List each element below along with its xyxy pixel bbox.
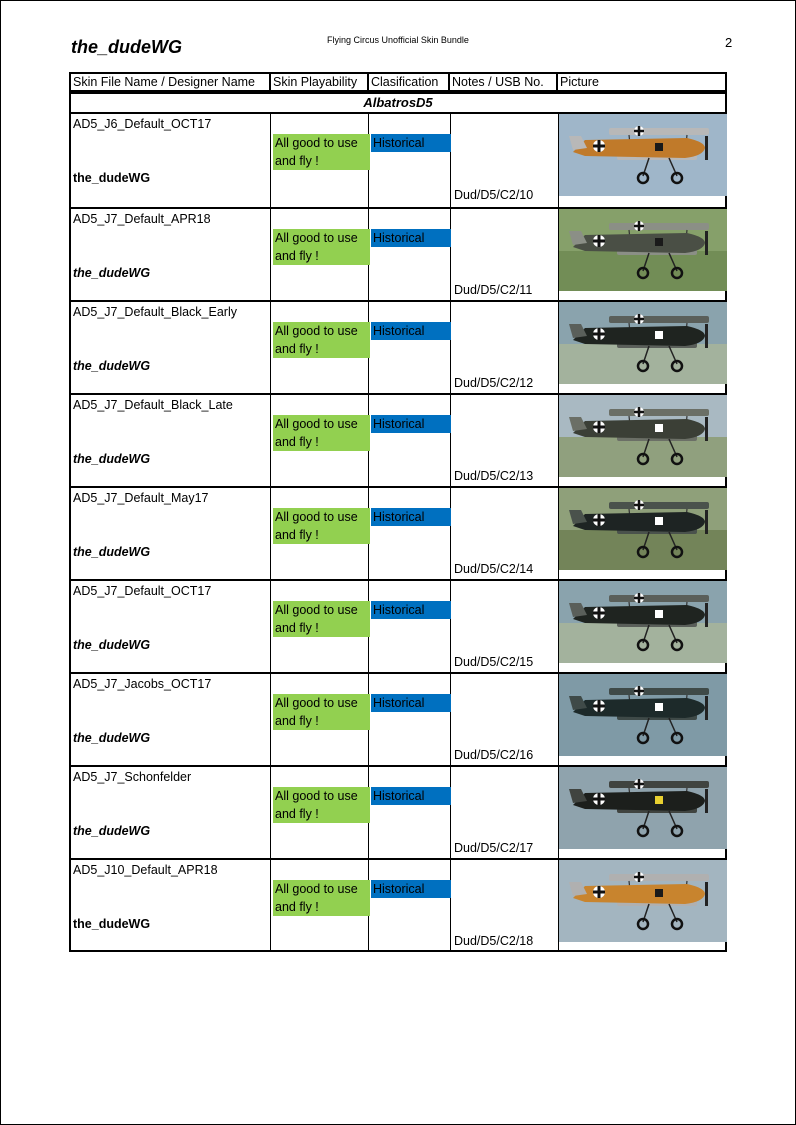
aircraft-photo bbox=[559, 302, 727, 384]
skin-file-name: AD5_J10_Default_APR18 bbox=[73, 863, 218, 877]
playability-cell: All good to use and fly ! bbox=[273, 880, 370, 916]
usb-number: Dud/D5/C2/12 bbox=[454, 376, 534, 390]
classification-cell: Historical bbox=[371, 787, 451, 805]
aircraft-photo bbox=[559, 674, 727, 756]
table-body bbox=[69, 114, 727, 952]
usb-number: Dud/D5/C2/16 bbox=[454, 748, 534, 762]
column-divider bbox=[450, 209, 451, 300]
usb-number: Dud/D5/C2/13 bbox=[454, 469, 534, 483]
column-header-notes: Notes / USB No. bbox=[448, 72, 558, 92]
playability-cell: All good to use and fly ! bbox=[273, 508, 370, 544]
table-row bbox=[71, 300, 725, 393]
playability-cell: All good to use and fly ! bbox=[273, 694, 370, 730]
aircraft-photo bbox=[559, 114, 727, 196]
document-author: the_dudeWG bbox=[71, 37, 182, 57]
aircraft-photo bbox=[559, 860, 727, 942]
skin-file-name: AD5_J7_Default_May17 bbox=[73, 491, 209, 505]
playability-cell: All good to use and fly ! bbox=[273, 322, 370, 358]
usb-number: Dud/D5/C2/10 bbox=[454, 188, 534, 202]
table-row bbox=[71, 114, 725, 207]
designer-name: the_dudeWG bbox=[73, 824, 151, 838]
column-header-classification: Clasification bbox=[367, 72, 450, 92]
table-row bbox=[71, 486, 725, 579]
skin-file-name: AD5_J7_Jacobs_OCT17 bbox=[73, 677, 212, 691]
usb-number: Dud/D5/C2/15 bbox=[454, 655, 534, 669]
skin-file-name: AD5_J7_Default_Black_Early bbox=[73, 305, 237, 319]
aircraft-photo bbox=[559, 209, 727, 291]
playability-cell: All good to use and fly ! bbox=[273, 415, 370, 451]
column-divider bbox=[450, 395, 451, 486]
column-divider bbox=[270, 674, 271, 765]
classification-cell: Historical bbox=[371, 322, 451, 340]
playability-cell: All good to use and fly ! bbox=[273, 229, 370, 265]
table-row bbox=[71, 207, 725, 300]
document-title: Flying Circus Unofficial Skin Bundle bbox=[327, 35, 469, 45]
column-divider bbox=[450, 860, 451, 951]
usb-number: Dud/D5/C2/18 bbox=[454, 934, 534, 948]
playability-cell: All good to use and fly ! bbox=[273, 787, 370, 823]
designer-name: the_dudeWG bbox=[73, 638, 151, 652]
aircraft-photo bbox=[559, 488, 727, 570]
group-header: AlbatrosD5 bbox=[69, 92, 727, 114]
column-divider bbox=[270, 114, 271, 207]
skin-file-name: AD5_J7_Default_OCT17 bbox=[73, 584, 212, 598]
column-divider bbox=[450, 581, 451, 672]
usb-number: Dud/D5/C2/14 bbox=[454, 562, 534, 576]
usb-number: Dud/D5/C2/11 bbox=[454, 283, 533, 297]
column-divider bbox=[450, 767, 451, 858]
column-divider bbox=[270, 395, 271, 486]
classification-cell: Historical bbox=[371, 415, 451, 433]
column-divider bbox=[450, 674, 451, 765]
skin-file-name: AD5_J7_Default_Black_Late bbox=[73, 398, 233, 412]
designer-name: the_dudeWG bbox=[73, 452, 151, 466]
skin-table bbox=[69, 72, 727, 952]
classification-cell: Historical bbox=[371, 694, 451, 712]
column-header-picture: Picture bbox=[556, 72, 727, 92]
column-divider bbox=[270, 860, 271, 951]
column-divider bbox=[270, 488, 271, 579]
table-row bbox=[71, 579, 725, 672]
playability-cell: All good to use and fly ! bbox=[273, 601, 370, 637]
page-number: 2 bbox=[725, 35, 733, 50]
designer-name: the_dudeWG bbox=[73, 359, 151, 373]
column-divider bbox=[270, 302, 271, 393]
skin-file-name: AD5_J6_Default_OCT17 bbox=[73, 117, 212, 131]
classification-cell: Historical bbox=[371, 880, 451, 898]
skin-file-name: AD5_J7_Default_APR18 bbox=[73, 212, 211, 226]
designer-name: the_dudeWG bbox=[73, 171, 151, 185]
designer-name: the_dudeWG bbox=[73, 266, 151, 280]
playability-cell: All good to use and fly ! bbox=[273, 134, 370, 170]
column-divider bbox=[270, 209, 271, 300]
column-divider bbox=[270, 767, 271, 858]
classification-cell: Historical bbox=[371, 134, 451, 152]
aircraft-photo bbox=[559, 395, 727, 477]
skin-file-name: AD5_J7_Schonfelder bbox=[73, 770, 192, 784]
table-row bbox=[71, 672, 725, 765]
column-header-playability: Skin Playability bbox=[269, 72, 369, 92]
aircraft-photo bbox=[559, 581, 727, 663]
table-row bbox=[71, 393, 725, 486]
classification-cell: Historical bbox=[371, 601, 451, 619]
aircraft-photo bbox=[559, 767, 727, 849]
usb-number: Dud/D5/C2/17 bbox=[454, 841, 534, 855]
designer-name: the_dudeWG bbox=[73, 545, 151, 559]
table-row bbox=[71, 858, 725, 951]
column-header-file: Skin File Name / Designer Name bbox=[69, 72, 271, 92]
column-divider bbox=[450, 114, 451, 207]
designer-name: the_dudeWG bbox=[73, 731, 151, 745]
column-divider bbox=[450, 488, 451, 579]
classification-cell: Historical bbox=[371, 229, 451, 247]
classification-cell: Historical bbox=[371, 508, 451, 526]
designer-name: the_dudeWG bbox=[73, 917, 151, 931]
table-row bbox=[71, 765, 725, 858]
column-divider bbox=[450, 302, 451, 393]
column-divider bbox=[270, 581, 271, 672]
